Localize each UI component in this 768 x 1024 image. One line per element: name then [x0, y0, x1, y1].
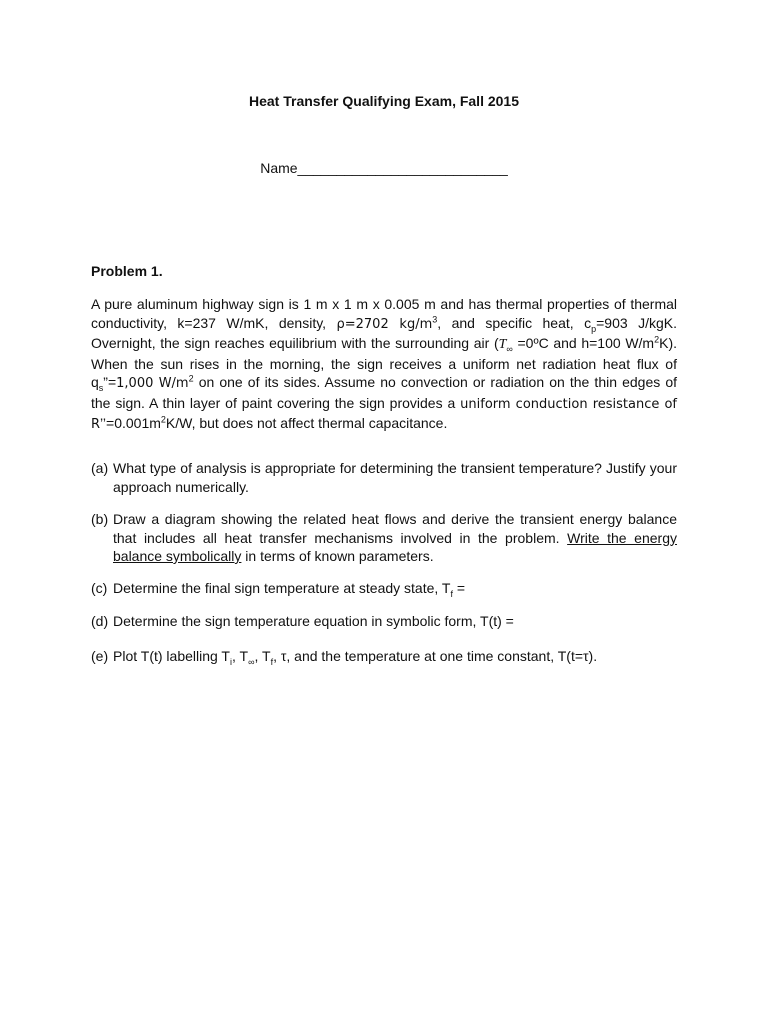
problem-heading: Problem 1. [91, 263, 163, 279]
question-text: What type of analysis is appropriate for determining the transient temperature? Justify your approach numerically. [113, 460, 677, 495]
question-label: (a) [91, 460, 109, 476]
subscript: i [229, 656, 232, 667]
resistance-text: uniform conduction resistance of R [91, 396, 678, 432]
subscript: s [98, 382, 104, 393]
underlined-instruction: Write the energy balance symbolically [113, 529, 677, 564]
statement-text: K/W, but does not affect thermal capacitance. [165, 415, 448, 431]
question-text-part: Plot T(t) labelling T [113, 648, 230, 664]
statement-text: A pure aluminum highway sign is 1 m x 1 m x 0.005 m and has thermal properties of thermal conductivity, k=237 W/mK, density, [91, 296, 677, 331]
question-text [113, 579, 677, 598]
question-text [113, 510, 677, 566]
statement-text: ”= [103, 374, 117, 390]
flux-value: 1,000 W/m [116, 376, 189, 391]
superscript: 2 [188, 373, 194, 384]
exam-title: Heat Transfer Qualifying Exam, Fall 2015 [249, 93, 519, 109]
statement-text: =0ºC and h=100 W/m [512, 335, 655, 351]
question-text-part: in terms of known parameters. [241, 548, 434, 564]
question-text-part: Determine the final sign temperature at steady state, T [113, 580, 451, 596]
question-label: (c) [91, 580, 108, 596]
subscript: f [450, 588, 453, 599]
superscript: 2 [654, 334, 660, 345]
question-c [91, 579, 677, 598]
question-text-part: , τ, and the temperature at one time constant, T(t=τ). [273, 648, 598, 664]
subscript: ∞ [248, 656, 255, 667]
statement-text: K). When the sun rises in the morning, the sign receives a uniform net radiation heat flux of q [91, 335, 677, 390]
statement-text: ’’=0.001m [100, 415, 161, 431]
question-e [91, 647, 677, 666]
question-text-part: , T [254, 648, 271, 664]
question-text-part: Draw a diagram showing the related heat flows and derive the transient energy balance that includes all heat transfer mechanisms involved in the problem. [113, 511, 677, 546]
question-label: (b) [91, 511, 109, 527]
density-value: ρ=2702 kg/m [336, 316, 433, 332]
superscript: 2 [160, 414, 166, 425]
name-field-label: Name___________________________ [260, 160, 508, 176]
question-text-part: = [453, 580, 466, 596]
question-b [91, 510, 677, 566]
subscript: p [591, 323, 597, 334]
question-label: (e) [91, 648, 109, 664]
question-d [91, 612, 677, 631]
question-text-part: , T [231, 648, 249, 664]
subscript: ∞ [506, 343, 513, 354]
superscript: 3 [432, 313, 438, 324]
question-text: Determine the sign temperature equation in symbolic form, T(t) = [113, 613, 514, 629]
statement-text: =903 J/kgK. Overnight, the sign reaches equilibrium with the surrounding air ( [91, 314, 678, 351]
problem-statement [91, 295, 677, 435]
subscript: f [270, 656, 274, 667]
statement-text: , and specific heat, c [437, 314, 592, 331]
statement-text: on one of its sides. Assume no convection or radiation on the thin edges of the sign. A thin layer of paint covering the sign provides a [91, 374, 678, 411]
t-infinity-symbol: T [498, 337, 507, 352]
question-text [113, 647, 677, 666]
question-a [91, 459, 677, 496]
question-label: (d) [91, 613, 109, 629]
